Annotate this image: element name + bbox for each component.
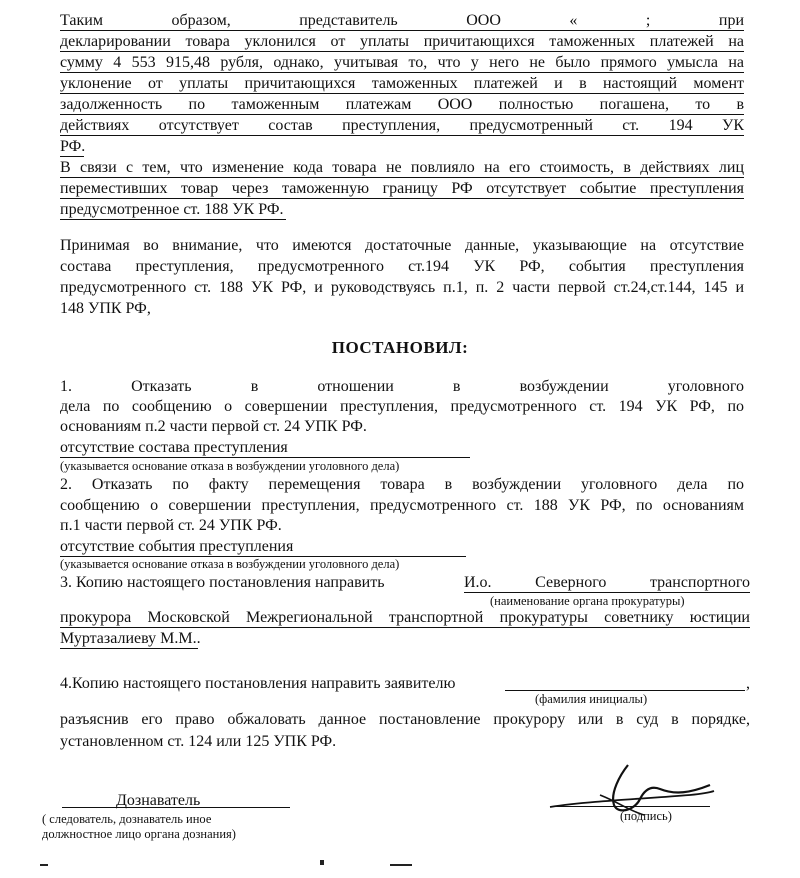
item2-line-1: 2. Отказать по факту перемещения товара в возбуждении уголовного дела по	[60, 476, 744, 493]
applicant-blank	[505, 690, 745, 691]
item3-recipient: И.о. Северного транспортного	[464, 574, 750, 591]
para1-line-6: действиях отсутствует состав преступления, предусмотренный ст. 194 УК	[60, 117, 744, 134]
item4-cont-1: разъяснив его право обжаловать данное постановление прокурору или в суд в порядке,	[60, 711, 750, 728]
item3-cont-1: прокурора Московской Межрегиональной транспортной прокуратуры советнику юстиции	[60, 609, 750, 626]
scan-artifact	[320, 860, 324, 865]
item1-basis-hint: (указывается основание отказа в возбуждении уголовного дела)	[60, 459, 400, 473]
signature-hint: (подпись)	[620, 809, 672, 823]
para2-line-1: В связи с тем, что изменение кода товара не повлияло на его стоимость, в действиях лиц	[60, 159, 744, 176]
scan-artifact	[40, 864, 48, 866]
item2-basis-hint: (указывается основание отказа в возбуждении уголовного дела)	[60, 557, 400, 571]
para3-line-3: предусмотренного ст. 188 УК РФ, и руководствуясь п.1, п. 2 части первой ст.24,ст.144, 145 и	[60, 279, 744, 296]
resolution-heading: ПОСТАНОВИЛ:	[331, 338, 469, 357]
para1-line-7: РФ.	[60, 138, 86, 155]
para1-line-1: Таким образом, представитель ООО « ; при	[60, 12, 744, 29]
para3-line-4: 148 УПК РФ,	[60, 300, 151, 317]
signer-title-line	[62, 807, 290, 808]
para3-line-2: состава преступления, предусмотренного ст.194 УК РФ, события преступления	[60, 258, 744, 275]
para1-line-2: декларировании товара уклонился от уплаты причитающихся таможенных платежей на	[60, 33, 744, 50]
signer-hint-2: должностное лицо органа дознания)	[42, 827, 236, 841]
item2-line-3: п.1 части первой ст. 24 УПК РФ.	[60, 517, 282, 534]
item4-text: 4.Копию настоящего постановления направить заявителю	[60, 675, 456, 692]
para1-line-3: сумму 4 553 915,48 рубля, однако, учитывая то, что у него не было прямого умысла на	[60, 54, 744, 71]
comma: ,	[746, 675, 750, 692]
signer-hint-1: ( следователь, дознаватель иное	[42, 812, 212, 826]
item1-line-2: дела по сообщению о совершении преступления, предусмотренного ст. 194 УК РФ, по	[60, 398, 744, 415]
item2-line-2: сообщению о совершении преступления, предусмотренного ст. 188 УК РФ, по основаниям	[60, 497, 744, 514]
item3-text: 3. Копию настоящего постановления направить	[60, 574, 385, 591]
item1-line-1: 1. Отказать в отношении в возбуждении уголовного	[60, 378, 744, 395]
item2-basis: отсутствие события преступления	[60, 538, 466, 557]
scan-artifact	[390, 864, 412, 866]
item4-hint: (фамилия инициалы)	[535, 692, 648, 706]
para2-line-3: предусмотренное ст. 188 УК РФ.	[60, 201, 286, 220]
para1-line-5: задолженность по таможенным платежам ООО полностью погашена, то в	[60, 96, 744, 113]
signer-title: Дознаватель	[116, 792, 201, 809]
item3-cont-2: Муртазалиеву М.М..	[60, 630, 201, 647]
para1-line-4: уклонение от уплаты причитающихся таможенных платежей и в настоящий момент	[60, 75, 744, 92]
para2-line-2: переместивших товар через таможенную границу РФ отсутствует событие преступления	[60, 180, 744, 197]
item3-hint: (наименование органа прокуратуры)	[490, 594, 685, 608]
item1-line-3: основаниям п.2 части первой ст. 24 УПК РФ.	[60, 418, 367, 435]
para3-line-1: Принимая во внимание, что имеются достаточные данные, указывающие на отсутствие	[60, 237, 744, 254]
signature-line	[552, 806, 710, 807]
item4-cont-2: установленном ст. 124 или 125 УПК РФ.	[60, 733, 337, 750]
item1-basis: отсутствие состава преступления	[60, 439, 470, 458]
